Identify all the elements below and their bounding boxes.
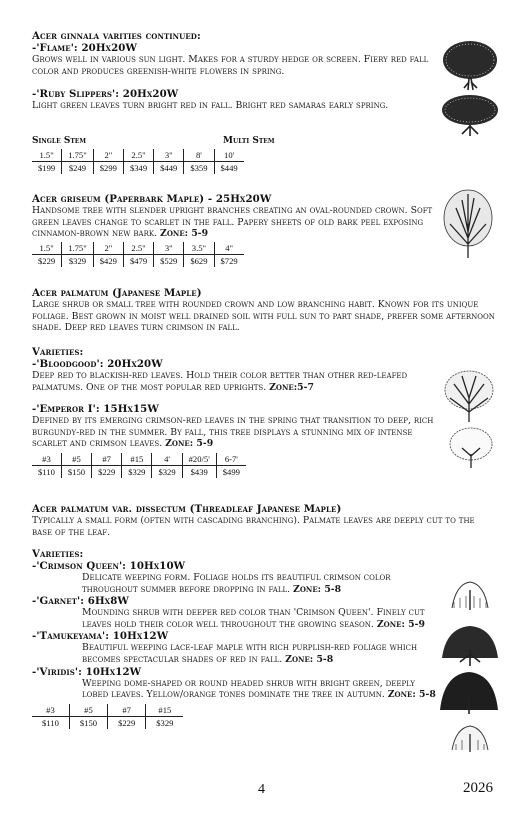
variety-name-ruby: -'Ruby Slippers': 20Hx20W [32,88,179,100]
price-cell: $329 [152,465,182,478]
price-cell: $439 [182,465,216,478]
price-cell: $629 [184,254,214,267]
palmatum-section [32,287,497,334]
price-cell: $449 [220,163,238,173]
varieties-label: Varieties: [32,548,84,560]
size-cell: 2" [93,149,123,162]
price-cell: $229 [108,716,146,729]
price-cell: $429 [93,254,123,267]
variety-name-bloodgood: -'Bloodgood': 20Hx20W [32,358,163,370]
price-cell: $110 [32,716,69,729]
variety-desc-ruby: Light green leaves turn bright red in fall. Bright red samaras early spring. [32,100,389,111]
price-cell: $499 [222,466,240,477]
price-cell: $299 [93,162,123,175]
tree-oval-icon [440,188,496,260]
palmatum-varieties [32,346,437,393]
ginnala-section [32,30,442,77]
variety-name-flame: -'Flame': 20Hx20W [32,42,137,54]
size-cell: 4" [214,242,244,255]
price-table [32,453,246,478]
griseum-section [32,193,442,267]
variety-desc-garnet: Mounding shrub with deeper red color than 'Crimson Queen'. Finely cut leaves hold their color well throughout the growing season. Zone: 5-9 [82,607,425,630]
variety-desc-crimson-queen: Delicate weeping form. Foliage holds its beautiful crimson color throughout summer before dropping in fall. Zone: 5-8 [82,572,391,595]
species-title-griseum: Acer griseum (Paperbark Maple) - 25Hx20W [32,193,272,205]
size-cell: 2.5" [123,149,153,162]
species-title-palmatum: Acer palmatum (Japanese Maple) [32,287,202,299]
price-cell: $329 [156,717,174,728]
size-cell: 3.5" [184,242,214,255]
price-cell: $529 [154,254,184,267]
multi-stem-label: Multi Stem [223,136,275,146]
size-cell: 1.5" [32,242,62,255]
size-cell: 3" [154,149,184,162]
variety-desc-bloodgood: Deep red to blackish-red leaves. Hold their color better than other red-leafed palmatums. One of the most popular red uprights. Zone:5-7 [32,370,408,393]
variety-name-viridis: -'Viridis': 10Hx12W [32,665,142,678]
tree-weeping-icon [446,578,494,612]
price-cell: $349 [123,162,153,175]
size-cell: 2" [93,242,123,255]
price-table [32,242,244,267]
species-desc-griseum: Handsome tree with slender upright branches creating an oval-rounded crown. Soft green leaves change to scarlet in the fall. Papery sheets of old bark peel exposing cinnamon-brown new bark. Zone: 5-9 [32,205,433,240]
price-cell: $229 [92,465,122,478]
size-cell: #7 [108,704,146,717]
single-stem-label: Single Stem [32,136,87,146]
price-cell: $449 [154,162,184,175]
size-cell: 6-7' [216,453,246,466]
price-cell: $479 [123,254,153,267]
variety-name-emperor: -'Emperor I': 15Hx15W [32,403,159,415]
variety-desc-tamukeyama: Beautiful weeping lace-leaf maple with rich purplish-red foliage which becomes spectacular shades of red in fall. Zone: 5-8 [82,642,418,665]
size-cell: #15 [122,453,152,466]
size-cell: #15 [146,704,184,717]
section-title: Acer ginnala varities continued: [32,30,201,42]
size-cell: #5 [69,704,107,717]
tree-weeping-icon [438,668,500,716]
dissectum-varieties [32,548,442,729]
price-cell: $110 [32,465,61,478]
price-table [32,149,244,174]
size-cell: 10' [214,149,244,162]
price-cell: $249 [62,162,94,175]
price-cell: $329 [122,465,152,478]
tree-spreading-icon [440,92,500,138]
tree-weeping-icon [446,724,494,754]
species-desc-dissectum: Typically a small form (often with cascading branching). Palmate leaves are deeply cut to the base of the leaf. [32,515,475,538]
species-desc-palmatum: Large shrub or small tree with rounded crown and low branching habit. Known for its unique foliage. Best grown in moist well drained soil with full sun to part shade, prefer some afternoon shade. Deep red leaves turn crimson in fall. [32,299,495,334]
price-cell: $150 [69,716,107,729]
species-title-dissectum: Acer palmatum var. dissectum (Threadleaf Japanese Maple) [32,503,342,515]
size-cell: #5 [61,453,91,466]
price-cell: $729 [220,255,238,266]
variety-name-tamukeyama: -'Tamukeyama': 10Hx12W [32,630,169,643]
size-cell: #3 [32,453,61,466]
price-cell: $329 [62,254,94,267]
variety-desc-viridis: Weeping dome-shaped or round headed shrub with bright green, deeply lobed leaves. Yellow/orange tones dominate the tree in autumn. Zone: 5-8 [82,677,436,701]
size-cell: 8' [184,149,214,162]
price-cell: $359 [184,162,214,175]
size-cell: #20/5' [182,453,216,466]
price-table [32,704,183,729]
variety-name-crimson-queen: -'Crimson Queen': 10Hx10W [32,560,186,572]
price-cell: $229 [32,254,62,267]
variety-desc-flame: Grows well in various sun light. Makes for a sturdy hedge or screen. Fiery red fall color and produces greenish-white flowers in spring. [32,54,429,77]
ruby-slippers-entry [32,88,412,112]
variety-desc-emperor: Defined by its emerging crimson-red leaves in the spring that transition to deep, rich burgundy-red in the summer. By fall, this tree displays a stunning mix of intense scarlet and crimson leaves. Zone: 5-9 [32,415,434,450]
price-cell: $199 [32,162,62,175]
size-cell: #3 [32,704,69,717]
tree-upright-icon [442,368,496,424]
ginnala-price-table-block [32,136,292,174]
size-cell: 4' [152,453,182,466]
size-cell: 2.5" [123,242,153,255]
dissectum-section [32,503,497,538]
varieties-label: Varieties: [32,346,84,358]
tree-round-icon [440,38,500,92]
tree-spreading-icon [440,622,500,668]
tree-round-icon [448,426,494,470]
price-cell: $150 [61,465,91,478]
size-cell: #7 [92,453,122,466]
size-cell: 1.5" [32,149,62,162]
size-cell: 3" [154,242,184,255]
size-cell: 1.75" [62,149,94,162]
emperor-entry [32,403,437,478]
variety-name-garnet: -'Garnet': 6Hx8W [32,595,129,608]
size-cell: 1.75" [62,242,94,255]
catalog-year: 2026 [463,780,493,796]
page-number: 4 [258,782,265,797]
